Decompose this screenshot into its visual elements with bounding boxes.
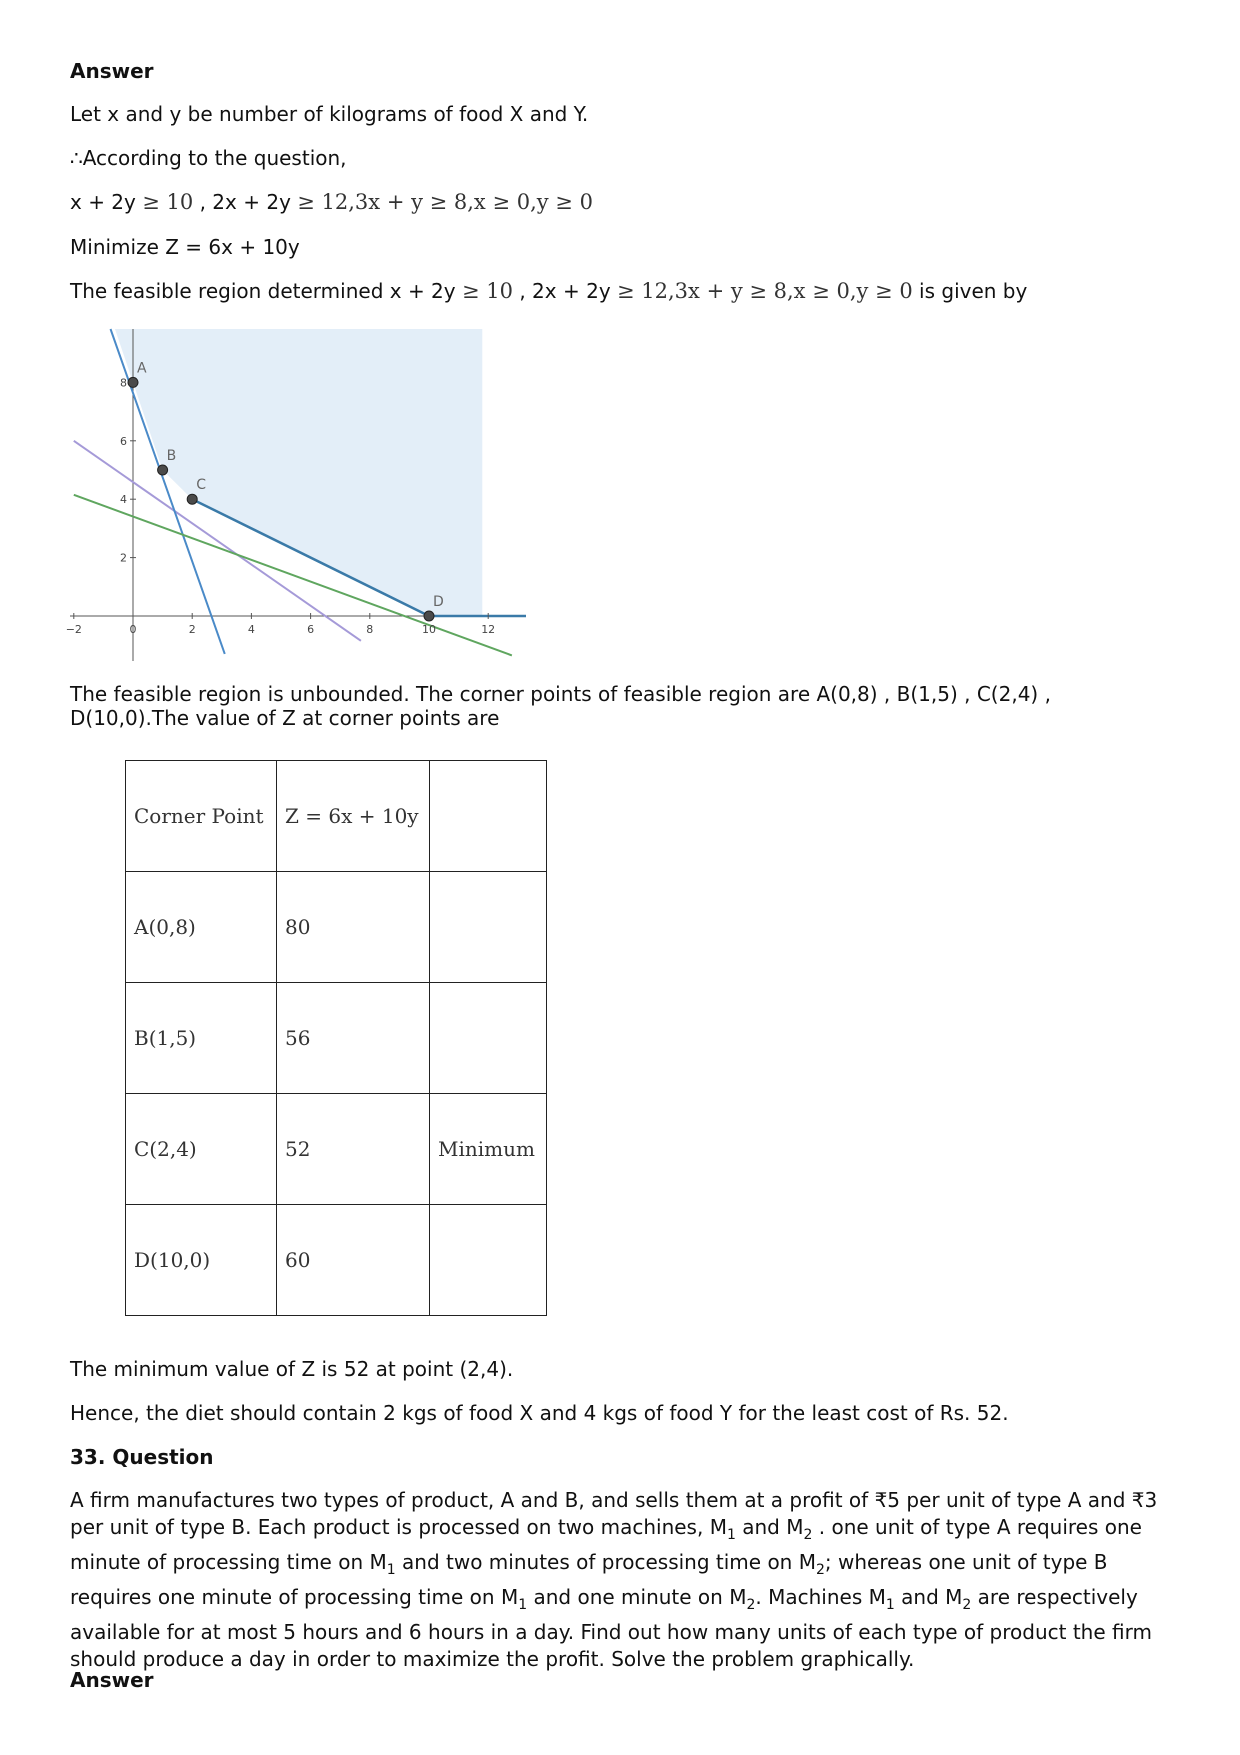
feasible-math-2: ≥ 12,3x + y ≥ 8,x ≥ 0,y ≥ 0	[617, 279, 913, 303]
hence-line: Hence, the diet should contain 2 kgs of food X and 4 kgs of food Y for the least cost of Rs. 52.	[70, 1401, 1009, 1425]
q33-sub: 1	[726, 1527, 736, 1543]
q33-part: . one unit of type A requires one minute of processing time on M	[70, 1515, 1142, 1574]
corner-point-c	[187, 494, 197, 504]
y-tick-label: 8	[120, 376, 127, 390]
table-cell	[430, 872, 547, 983]
table-row	[126, 872, 547, 983]
table-cell: Minimum	[430, 1094, 547, 1205]
x-tick-label: −2	[65, 623, 82, 636]
table-cell	[430, 1205, 547, 1316]
q33-part: and two minutes of processing time on M	[395, 1550, 816, 1574]
y-tick-label: 6	[120, 434, 127, 448]
minimum-value-line: The minimum value of Z is 52 at point (2,4).	[70, 1357, 514, 1381]
constraint-text-2: , 2x + 2y	[199, 190, 291, 214]
corner-point-label: B	[166, 448, 177, 464]
table-header-row	[126, 761, 547, 872]
q33-sub: 2	[746, 1597, 756, 1613]
corner-point-label: A	[137, 360, 147, 377]
q33-part: and M	[735, 1515, 804, 1539]
q33-part: A firm manufactures two types of product, A and B, and sells them at a profit of ₹5 per unit of type A and ₹3 per unit of type B. Each product is processed on two machines, M	[70, 1488, 1158, 1539]
x-tick-label: 4	[247, 623, 255, 636]
q33-part: . Machines M	[755, 1585, 886, 1609]
table-row	[126, 1205, 547, 1316]
q33-part: and M	[894, 1585, 963, 1609]
feasible-math-1: ≥ 10	[461, 279, 513, 303]
table-cell: 60	[277, 1205, 430, 1316]
table-header-cell: Corner Point	[126, 761, 277, 872]
according-line: ∴According to the question,	[70, 146, 347, 170]
answer-heading: Answer	[70, 59, 154, 83]
table-cell: C(2,4)	[126, 1094, 277, 1205]
answer-heading-2: Answer	[70, 1668, 154, 1692]
q33-part: and one minute on M	[527, 1585, 747, 1609]
q33-sub: 1	[885, 1597, 895, 1613]
feasible-region-graph	[65, 329, 526, 661]
table-cell: B(1,5)	[126, 983, 277, 1094]
q33-sub: 1	[518, 1597, 528, 1613]
corner-point-label: C	[196, 477, 206, 494]
table-cell: 80	[277, 872, 430, 983]
x-tick-label: 12	[481, 623, 496, 636]
minimize-line: Minimize Z = 6x + 10y	[70, 235, 300, 259]
x-tick-label: 10	[422, 623, 436, 636]
feasible-line	[70, 278, 1027, 305]
constraints-line	[70, 189, 593, 216]
table-row	[126, 983, 547, 1094]
feasible-text-1: The feasible region determined x + 2y	[70, 279, 456, 303]
constraint-math-2: ≥ 12,3x + y ≥ 8,x ≥ 0,y ≥ 0	[297, 190, 593, 214]
constraint-text-1: x + 2y	[70, 190, 136, 214]
table-cell: 52	[277, 1094, 430, 1205]
table-header-cell	[430, 761, 547, 872]
q33-sub: 2	[962, 1597, 972, 1613]
x-tick-label: 0	[129, 623, 137, 636]
feasible-text-3: is given by	[919, 279, 1028, 303]
x-tick-label: 2	[188, 623, 196, 636]
table-row	[126, 1094, 547, 1205]
x-tick-label: 6	[307, 623, 315, 636]
corner-point-d	[424, 611, 434, 621]
table-cell: 56	[277, 983, 430, 1094]
question-33-text	[70, 1487, 1175, 1673]
table-cell: D(10,0)	[126, 1205, 277, 1316]
question-33-heading: 33. Question	[70, 1445, 214, 1469]
q33-sub: 2	[815, 1562, 825, 1578]
x-tick-label: 8	[366, 623, 374, 636]
feasible-text-2: , 2x + 2y	[519, 279, 611, 303]
y-tick-label: 2	[120, 551, 127, 565]
table-cell: A(0,8)	[126, 872, 277, 983]
corner-point-label: D	[433, 594, 444, 610]
corner-point-a	[128, 377, 138, 387]
feasible-region	[115, 329, 482, 616]
q33-sub: 1	[386, 1562, 396, 1578]
q33-sub: 2	[803, 1527, 813, 1543]
corner-point-b	[158, 465, 168, 475]
unbounded-paragraph: The feasible region is unbounded. The corner points of feasible region are A(0,8) , B(1,5) , C(2,4) , D(10,0).The value of Z at corner points are	[70, 682, 1051, 730]
intro-line: Let x and y be number of kilograms of food X and Y.	[70, 102, 589, 126]
table-header-cell: Z = 6x + 10y	[277, 761, 430, 872]
q33-part: ; whereas one unit of type B requires one minute of processing time on M	[70, 1550, 1108, 1609]
corner-point-table	[125, 760, 547, 1316]
constraint-math-1: ≥ 10	[142, 190, 194, 214]
y-tick-label: 4	[120, 493, 127, 507]
table-cell	[430, 983, 547, 1094]
q33-part: are respectively available for at most 5 hours and 6 hours in a day. Find out how many units of each type of product the firm should produce a day in order to maximize the profit. Solve the problem graphically.	[70, 1585, 1152, 1671]
